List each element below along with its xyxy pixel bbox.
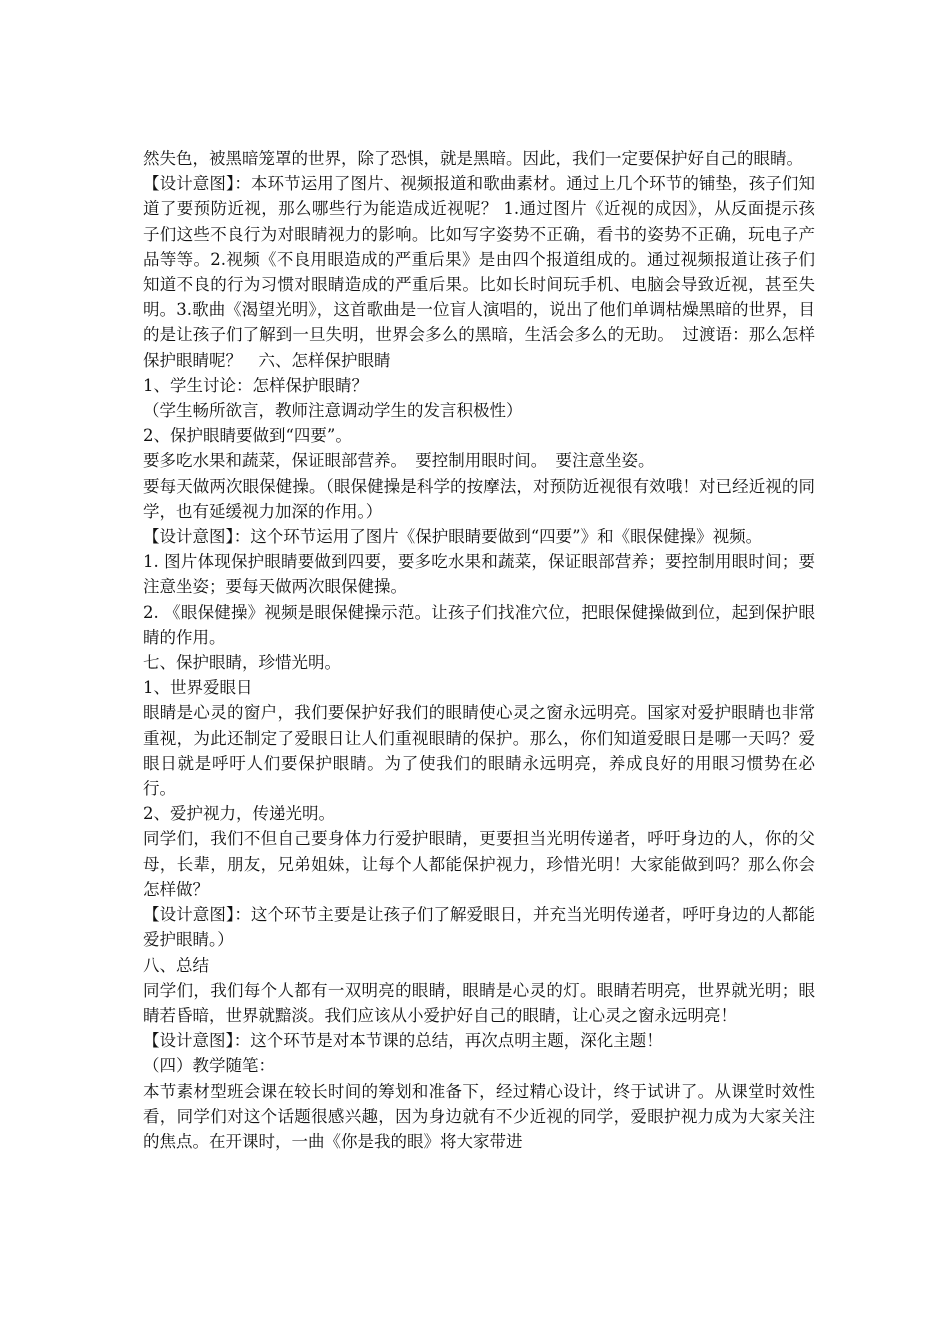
paragraph-eye-day: 眼睛是心灵的窗户，我们要保护好我们的眼睛使心灵之窗永远明亮。国家对爱护眼睛也非常重视，为此还制定了爱眼日让人们重视眼睛的保护。那么，你们知道爱眼日是哪一天吗？爱眼日就是呼吁人们要保护眼睛。为了使我们的眼睛永远明亮，养成良好的用眼习惯势在必行。 bbox=[143, 703, 815, 799]
paragraph-eye-exercise: 要每天做两次眼保健操。（眼保健操是科学的按摩法，对预防近视很有效哦！对已经近视的同学，也有延缓视力加深的作用。） bbox=[143, 476, 815, 521]
subheading-eye-day: 1、世界爱眼日 bbox=[143, 678, 253, 698]
subheading-pass-light: 2、爱护视力，传递光明。 bbox=[143, 804, 335, 824]
section-heading-seven: 七、保护眼睛，珍惜光明。 bbox=[143, 653, 341, 673]
paragraph-teaching-notes: 本节素材型班会课在较长时间的筹划和准备下，经过精心设计，终于试讲了。从课堂时效性看，同学们对这个话题很感兴趣，因为身边就有不少近视的同学，爱眼护视力成为大家关注的焦点。在开课时，一曲《你是我的眼》将大家带进 bbox=[143, 1081, 815, 1151]
paragraph-design-intent-6-point-2: 2. 《眼保健操》视频是眼保健操示范。让孩子们找准穴位，把眼保健操做到位，起到保护眼睛的作用。 bbox=[143, 602, 815, 647]
paragraph-four-musts-heading: 2、保护眼睛要做到“四要”。 bbox=[143, 426, 352, 446]
paragraph-design-intent-8: 【设计意图】：这个环节是对本节课的总结，再次点明主题，深化主题！ bbox=[143, 1031, 663, 1051]
paragraph-pass-light: 同学们，我们不但自己要身体力行爱护眼睛，更要担当光明传递者，呼吁身边的人，你的父母，长辈，朋友，兄弟姐妹，让每个人都能保护视力，珍惜光明！大家能做到吗？那么你会怎样做？ bbox=[143, 829, 815, 899]
paragraph-intro-end: 然失色，被黑暗笼罩的世界，除了恐惧，就是黑暗。因此，我们一定要保护好自己的眼睛。 bbox=[143, 149, 803, 168]
section-heading-teaching-notes: （四）教学随笔： bbox=[143, 1056, 275, 1076]
paragraph-discussion-note: （学生畅所欲言，教师注意调动学生的发言积极性） bbox=[143, 401, 523, 421]
paragraph-design-intent-6: 【设计意图】：这个环节运用了图片《保护眼睛要做到“四要”》和《眼保健操》视频。 bbox=[143, 527, 763, 547]
paragraph-summary: 同学们，我们每个人都有一双明亮的眼睛，眼睛是心灵的灯。眼睛若明亮，世界就光明；眼睛若昏暗，世界就黯淡。我们应该从小爱护好自己的眼睛，让心灵之窗永远明亮！ bbox=[143, 980, 815, 1025]
section-heading-eight: 八、总结 bbox=[143, 955, 209, 975]
paragraph-design-intent-5: 【设计意图】：本环节运用了图片、视频报道和歌曲素材。通过上几个环节的铺垫，孩子们知道了要预防近视，那么哪些行为能造成近视呢？ 1.通过图片《近视的成因》，从反面提示孩子们这些不良行为对眼睛视力的影响。比如写字姿势不正确，看书的姿势不正确，玩电子产品等等。2.视频《不良用眼造成的严重后果》是由四个报道组成的。通过视频报道让孩子们知道不良的行为习惯对眼睛造成的严重后果。比如长时间玩手机、电脑会导致近视，甚至失明。3.歌曲《渴望光明》，这首歌曲是一位盲人演唱的，说出了他们单调枯燥黑暗的世界，目的是让孩子们了解到一旦失明，世界会多么的黑暗，生活会多么的无助。 过渡语：那么怎样保护眼睛呢？ 六、怎样保护眼睛 bbox=[143, 174, 815, 370]
paragraph-discussion: 1、学生讨论：怎样保护眼睛？ bbox=[143, 375, 368, 395]
document-body bbox=[143, 146, 815, 1154]
paragraph-design-intent-6-point-1: 1. 图片体现保护眼睛要做到四要，要多吃水果和蔬菜，保证眼部营养；要控制用眼时间；要注意坐姿；要每天做两次眼保健操。 bbox=[143, 552, 815, 597]
paragraph-four-musts-list: 要多吃水果和蔬菜，保证眼部营养。 要控制用眼时间。 要注意坐姿。 bbox=[143, 451, 655, 471]
paragraph-design-intent-7: 【设计意图】：这个环节主要是让孩子们了解爱眼日，并充当光明传递者，呼吁身边的人都能爱护眼睛。） bbox=[143, 905, 815, 950]
